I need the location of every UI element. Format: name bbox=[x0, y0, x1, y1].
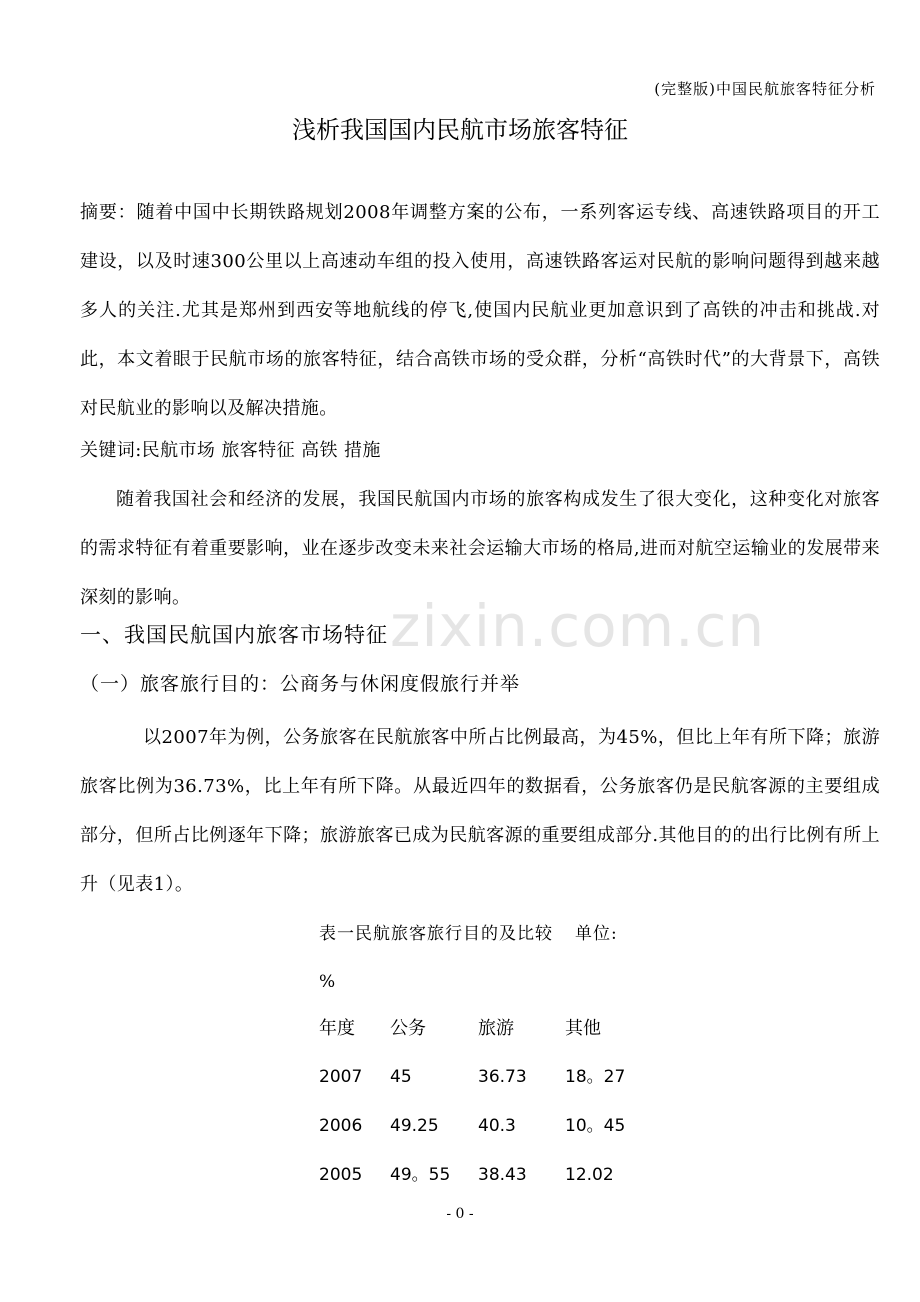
table-header-cell: 其他 bbox=[565, 1018, 601, 1039]
watermark: zixin.com.cn bbox=[390, 592, 766, 660]
table-cell-tourism: 40.3 bbox=[478, 1116, 516, 1136]
table-caption-text: 表一民航旅客旅行目的及比较 bbox=[319, 924, 553, 944]
subsection-heading: （一）旅客旅行目的：公商务与休闲度假旅行并举 bbox=[80, 673, 521, 695]
table-caption bbox=[319, 910, 618, 959]
table-cell-tourism: 38.43 bbox=[478, 1165, 527, 1185]
table-cell-business: 49。55 bbox=[390, 1165, 451, 1185]
subsection-body-paragraph: 以2007年为例，公务旅客在民航旅客中所占比例最高，为45%，但比上年有所下降；旅游旅客比例为36.73%，比上年有所下降。从最近四年的数据看，公务旅客仍是民航客源的主要组成部分，但所占比例逐年下降；旅游旅客已成为民航客源的重要组成部分.其他目的的出行比例有所上升（见表1）。 bbox=[80, 727, 880, 895]
keywords-line: 关键词:民航市场 旅客特征 高铁 措施 bbox=[80, 440, 381, 461]
table-header-cell: 年度 bbox=[319, 1018, 355, 1039]
section-heading: 一、我国民航国内旅客市场特征 bbox=[80, 623, 388, 647]
table-header-cell: 公务 bbox=[390, 1018, 426, 1039]
table-unit-value: % bbox=[319, 972, 336, 992]
abstract-paragraph: 摘要：随着中国中长期铁路规划2008年调整方案的公布，一系列客运专线、高速铁路项目的开工建设，以及时速300公里以上高速动车组的投入使用，高速铁路客运对民航的影响问题得到越来越多人的关注.尤其是郑州到西安等地航线的停飞,使国内民航业更加意识到了高铁的冲击和挑战.对此，本文着眼于民航市场的旅客特征，结合高铁市场的受众群，分析“高铁时代”的大背景下，高铁对民航业的影响以及解决措施。 bbox=[80, 202, 880, 419]
running-header: (完整版)中国民航旅客特征分析 bbox=[654, 80, 876, 98]
table-cell-other: 18。27 bbox=[565, 1067, 626, 1087]
page-number: - 0 - bbox=[446, 1206, 474, 1222]
table-cell-other: 12.02 bbox=[565, 1165, 614, 1185]
table-cell-year: 2007 bbox=[319, 1067, 363, 1087]
table-cell-business: 49.25 bbox=[390, 1116, 439, 1136]
table-cell-year: 2005 bbox=[319, 1165, 363, 1185]
table-cell-tourism: 36.73 bbox=[478, 1067, 527, 1087]
table-cell-other: 10。45 bbox=[565, 1116, 626, 1136]
intro-paragraph: 随着我国社会和经济的发展，我国民航国内市场的旅客构成发生了很大变化，这种变化对旅客的需求特征有着重要影响，业在逐步改变未来社会运输大市场的格局,进而对航空运输业的发展带来深刻的影响。 bbox=[80, 489, 880, 608]
table-cell-business: 45 bbox=[390, 1067, 412, 1087]
table-unit-label: 单位: bbox=[575, 924, 618, 944]
table-header-cell: 旅游 bbox=[478, 1018, 514, 1039]
document-title: 浅析我国国内民航市场旅客特征 bbox=[292, 116, 628, 144]
table-cell-year: 2006 bbox=[319, 1116, 363, 1136]
